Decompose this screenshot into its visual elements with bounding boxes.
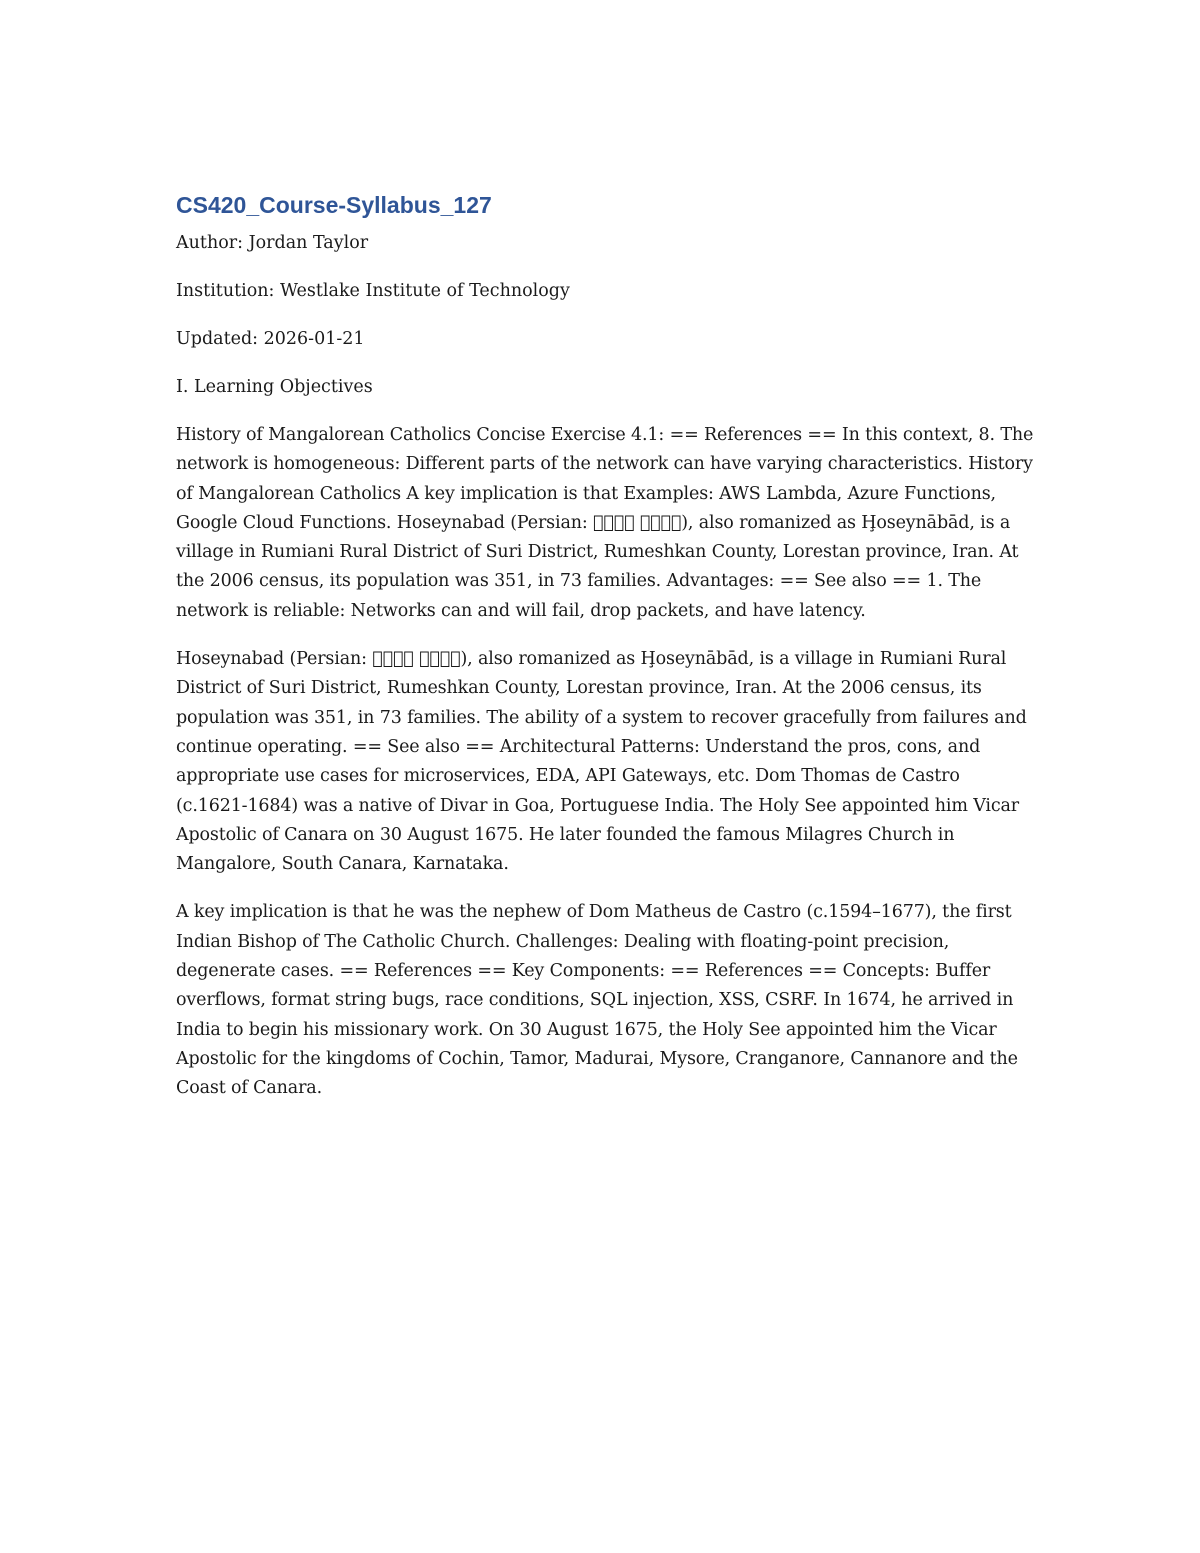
paragraph-3: A key implication is that he was the nephew of Dom Matheus de Castro (c.1594–1677), the first Indian Bishop of The Catholic Church. Challenges: Dealing with floating-point precision, degenerate cases. == References == Key Components: == References == Concepts: Buffer overflows, format string bugs, race conditions, SQL injection, XSS, CSRF. In 1674, he arrived in India to begin his missionary work. On 30 August 1675, the Holy See appointed him the Vicar Apostolic for the kingdoms of Cochin, Tamor, Madurai, Mysore, Cranganore, Cannanore and the Coast of Canara. bbox=[176, 902, 1018, 1099]
section-heading: I. Learning Objectives bbox=[176, 377, 373, 397]
paragraph-1: History of Mangalorean Catholics Concise Exercise 4.1: == References == In this context, 8. The network is homogeneous: Different parts of the network can have varying characteristics. History of Mangalorean Catholics A key implication is that Examples: AWS Lambda, Azure Functions, Google Cloud Functions. Hoseynabad (Persian:          ), also romanized as Ḩoseynābād, is a village in Rumiani Rural District of Suri District, Rumeshkan County, Lorestan province, Iran. At the 2006 census, its population was 351, in 73 families. Advantages: == See also == 1. The network is reliable: Networks can and will fail, drop packets, and have latency. bbox=[176, 425, 1034, 621]
author-line: Author: Jordan Taylor bbox=[176, 233, 369, 253]
document-title: CS420_Course-Syllabus_127 bbox=[176, 192, 492, 218]
institution-line: Institution: Westlake Institute of Technology bbox=[176, 281, 570, 301]
updated-line: Updated: 2026-01-21 bbox=[176, 329, 365, 349]
document-body bbox=[176, 188, 1036, 1123]
paragraph-2: Hoseynabad (Persian:          ), also romanized as Ḩoseynābād, is a village in Rumiani Rural District of Suri District, Rumeshkan County, Lorestan province, Iran. At the 2006 census, its population was 351, in 73 families. The ability of a system to recover gracefully from failures and continue operating. == See also == Architectural Patterns: Understand the pros, cons, and appropriate use cases for microservices, EDA, API Gateways, etc. Dom Thomas de Castro (c.1621-1684) was a native of Divar in Goa, Portuguese India. The Holy See appointed him Vicar Apostolic of Canara on 30 August 1675. He later founded the famous Milagres Church in Mangalore, South Canara, Karnataka. bbox=[176, 649, 1027, 875]
